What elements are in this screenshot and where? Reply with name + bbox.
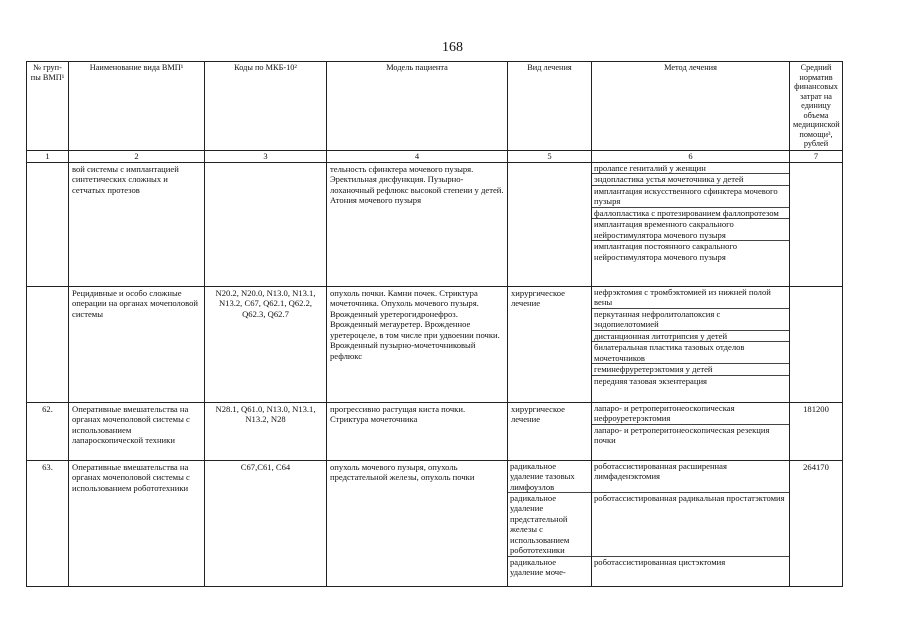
page-number: 168: [442, 40, 463, 55]
codes-cell: N28.1, Q61.0, N13.0, N13.1, N13.2, N28: [205, 402, 327, 460]
method-item: фаллопластика с протезированием фаллопротезом: [592, 208, 789, 220]
model-cell: прогрессивно растущая киста почки. Стриктура мочеточника: [327, 402, 508, 460]
header-group: № груп-пы ВМП¹: [27, 62, 69, 151]
col-num: 6: [592, 150, 790, 162]
method-cell: [592, 162, 790, 286]
group-cell: [27, 286, 69, 402]
cost-cell: 181200: [790, 402, 843, 460]
method-cell: [592, 402, 790, 460]
group-cell: 63.: [27, 460, 69, 586]
col-num: 7: [790, 150, 843, 162]
method-item: лапаро- и ретроперитонеоскопическая резекция почки: [594, 424, 770, 445]
model-cell: опухоль почки. Камни почек. Стриктура мочеточника. Опухоль мочевого пузыря. Врожденный уретерогидронефроз. Врожденный мегауретер. Врожденное уретероцеле, в том числе при удвоении почки. Врожденный пузырно-мочеточниковый рефлюкс: [327, 286, 508, 402]
method-item: дистанционная литотрипсия у детей: [592, 331, 789, 343]
header-method: Метод лечения: [592, 62, 790, 151]
method-item: передняя тазовая экзентерация: [594, 375, 708, 386]
group-cell: 62.: [27, 402, 69, 460]
vmp-table: [26, 61, 843, 587]
method-item: роботассистированная цистэктомия: [594, 556, 726, 567]
method-item: лапаро- и ретроперитонеоскопическая нефроуретерэктомия: [592, 403, 789, 425]
method-cell: [592, 286, 790, 402]
cost-cell: 264170: [790, 460, 843, 586]
type-item: радикальное удаление предстательной железы с использованием робототехники: [508, 493, 591, 557]
name-cell: Рецидивные и особо сложные операции на органах мочеполовой системы: [69, 286, 205, 402]
header-type: Вид лечения: [508, 62, 592, 151]
model-cell: тельность сфинктера мочевого пузыря. Эректильная дисфункция. Пузырно-лоханочный рефлюкс высокой степени у детей. Атония мочевого пузыря: [327, 162, 508, 286]
header-row: [27, 62, 843, 151]
table-row: [27, 460, 843, 586]
method-item: перкутанная нефролитолапоксия с эндопиелотомией: [592, 309, 789, 331]
header-codes: Коды по МКБ-10²: [205, 62, 327, 151]
method-item: билатеральная пластика тазовых отделов мочеточников: [592, 342, 789, 364]
method-item: имплантация постоянного сакрального нейростимулятора мочевого пузыря: [594, 241, 738, 262]
method-item: имплантация временного сакрального нейростимулятора мочевого пузыря: [592, 219, 789, 241]
method-item: нефрэктомия с тромбэктомией из нижней полой вены: [592, 287, 789, 309]
type-cell: [508, 162, 592, 286]
name-cell: Оперативные вмешательства на органах мочеполовой системы с использованием лапароскопической техники: [69, 402, 205, 460]
col-num: 2: [69, 150, 205, 162]
table-row: [27, 162, 843, 286]
model-cell: опухоль мочевого пузыря, опухоль предстательной железы, опухоль почки: [327, 460, 508, 586]
method-item: эндопластика устья мочеточника у детей: [592, 174, 789, 186]
cost-cell: [790, 286, 843, 402]
name-cell: вой системы с имплантацией синтетических сложных и сетчатых протезов: [69, 162, 205, 286]
codes-cell: C67,C61, C64: [205, 460, 327, 586]
col-num: 3: [205, 150, 327, 162]
method-item: роботассистированная радикальная простатэктомия: [592, 493, 789, 557]
codes-cell: [205, 162, 327, 286]
table-row: [27, 402, 843, 460]
header-cost: Средний норматив финансовых затрат на единицу объема медицинской помощи³, рублей: [790, 62, 843, 151]
name-cell: Оперативные вмешательства на органах мочеполовой системы с использованием робототехники: [69, 460, 205, 586]
type-cell: хирургическое лечение: [508, 286, 592, 402]
table-row: [27, 286, 843, 402]
method-item: имплантация искусственного сфинктера мочевого пузыря: [592, 186, 789, 208]
col-num: 1: [27, 150, 69, 162]
header-model: Модель пациента: [327, 62, 508, 151]
method-item: геминефруретерэктомия у детей: [592, 364, 789, 376]
codes-cell: N20.2, N20.0, N13.0, N13.1, N13.2, C67, Q62.1, Q62.2, Q62.3, Q62.7: [205, 286, 327, 402]
type-item: радикальное удаление тазовых лимфоузлов: [508, 461, 591, 493]
column-number-row: [27, 150, 843, 162]
header-name: Наименование вида ВМП¹: [69, 62, 205, 151]
type-cell: [508, 460, 592, 586]
col-num: 4: [327, 150, 508, 162]
cost-cell: [790, 162, 843, 286]
type-cell: хирургическое лечение: [508, 402, 592, 460]
method-cell: [592, 460, 790, 586]
method-item: пролапсе гениталий у женщин: [592, 163, 789, 175]
type-item: радикальное удаление моче-: [510, 556, 566, 577]
col-num: 5: [508, 150, 592, 162]
group-cell: [27, 162, 69, 286]
method-item: роботассистированная расширенная лимфаденэктомия: [592, 461, 789, 493]
